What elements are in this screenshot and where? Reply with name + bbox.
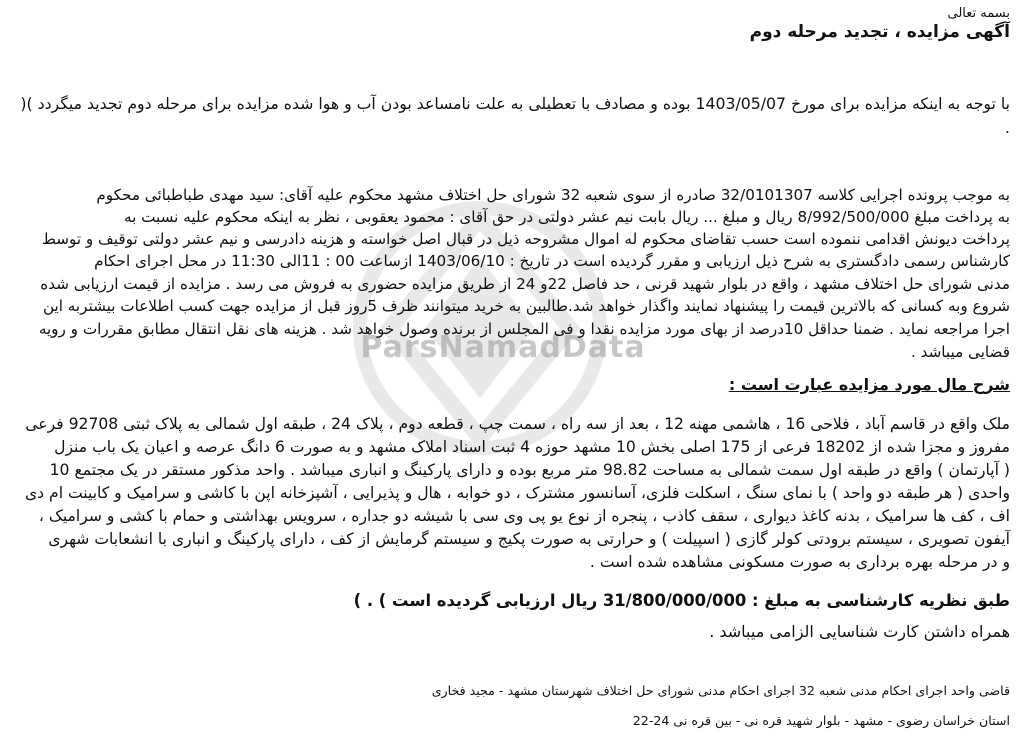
body-line: پرداخت دیونش اقدامی ننموده است حسب تقاضای محکوم له اموال مشروحه ذیل در قبال اصل خواسته و هزینه دادرسی و نیم عشر دولتی توقیف و توسط [41, 230, 1010, 248]
body-line: کارشناس رسمی دادگستری به شرح ذیل ارزیابی و مقرر گردیده است در تاریخ : 1403/06/10 ازساعت 00 : 11الی 11:30 در محل اجرای احکام [94, 252, 1010, 270]
id-card-requirement: همراه داشتن کارت شناسایی الزامی میباشد . [709, 622, 1010, 641]
property-line: مفروز و مجزا شده از 18202 فرعی از 175 اصلی بخش 10 مشهد حوزه 4 ثبت اسناد املاک مشهد و به صورت 6 دانگ عرصه و اعیان یک باب منزل [54, 438, 1010, 456]
body-line: به پرداخت مبلغ 8/992/500/000 ریال و مبلغ ... ریال بابت نیم عشر دولتی در حق آقای : محمود یعقوبی ، نظر به اینکه محکوم علیه نسبت به [123, 208, 1010, 226]
notice-title: آگهی مزایده ، تجدید مرحله دوم [749, 22, 1010, 42]
judge-signature: قاضی واحد اجرای احکام مدنی شعبه 32 اجرای احکام مدنی شورای حل اختلاف شهرستان مشهد - مجید فخاری [431, 683, 1010, 698]
basmala: بسمه تعالی [947, 6, 1010, 21]
body-line: قضایی میباشد . [910, 343, 1010, 361]
office-address: استان خراسان رضوی - مشهد - بلوار شهید قره نی - بین قره نی 24-22 [632, 713, 1010, 728]
property-line: آیفون تصویری ، سیستم برودتی کولر گازی ( اسپیلت ) و حرارتی به صورت پکیج و سیستم گرمایش از کف ، دارای پارکینگ و انباری با انشعابات شهری [48, 530, 1010, 548]
property-line: ملک واقع در قاسم آباد ، فلاحی 16 ، هاشمی مهنه 12 ، بعد از سه راه ، سمت چپ ، قطعه دوم ، پلاک 24 ، طبقه اول شمالی به پلاک ثبتی 92708 فرعی [25, 415, 1010, 433]
property-line: ( آپارتمان ) واقع در طبقه اول سمت شمالی به مساحت 98.82 متر مربع بوده و دارای پارکینگ و انباری میباشد . واحد مذکور مستقر در یک مجتمع 10 [49, 461, 1010, 479]
appraisal-price: طبق نظریه کارشناسی به مبلغ : 31/800/000/000 ریال ارزیابی گردیده است ) . ) [353, 591, 1010, 610]
property-line: اف ، کف ها سرامیک ، بدنه کاغذ دیواری ، سقف کاذب ، پنجره از نوع یو پی وی سی با شیشه دو جداره ، سرویس بهداشتی و حمام با کشی و سرامیک ، [38, 507, 1010, 525]
property-line: واحدی ( هر طبقه دو واحد ) با نمای سنگ ، اسکلت فلزی، آسانسور مشترک ، دو خوابه ، هال و پذیرایی ، آشپزخانه اپن با کاشی و سرامیک و کابینت ام دی [24, 484, 1010, 502]
body-line: مدنی شورای حل اختلاف مشهد ، واقع در بلوار شهید قرنی ، حد فاصل 22و 24 از طریق مزایده حضوری به فروش می رسد . مزایده از قیمت ارزیابی شده [40, 275, 1010, 293]
watermark-text: ParsNamadData [360, 330, 646, 365]
body-line: شروع وبه کسانی که بالاترین قیمت را پیشنهاد نمایند واگذار خواهد شد.طالبین به خرید میتوانند ظرف 5روز قبل از مزایده جهت کسب اطلاعات بیشتربه این [42, 297, 1010, 315]
property-heading: شرح مال مورد مزایده عبارت است : [728, 375, 1010, 394]
intro-line: با توجه به اینکه مزایده برای مورخ 1403/05/07 بوده و مصادف با تعطیلی به علت نامساعد بودن آب و هوا شده مزایده برای مرحله دوم تجدید میگردد )( [20, 94, 1010, 113]
body-line: به موجب پرونده اجرایی کلاسه 32/0101307 صادره از سوی شعبه 32 شورای حل اختلاف مشهد محکوم علیه آقای: سید مهدی طباطبائی محکوم [96, 186, 1010, 204]
body-line: اجرا مراجعه نماید . ضمنا حداقل 10درصد از بهای مورد مزایده نقدا و فی المجلس از برنده وصول خواهد شد . هزینه های نقل انتقال مطابق مقررات و رویه [38, 320, 1010, 338]
intro-line: . [1004, 118, 1010, 137]
property-line: و در مرحله بهره برداری به صورت مسکونی مشاهده شده است . [589, 553, 1010, 571]
